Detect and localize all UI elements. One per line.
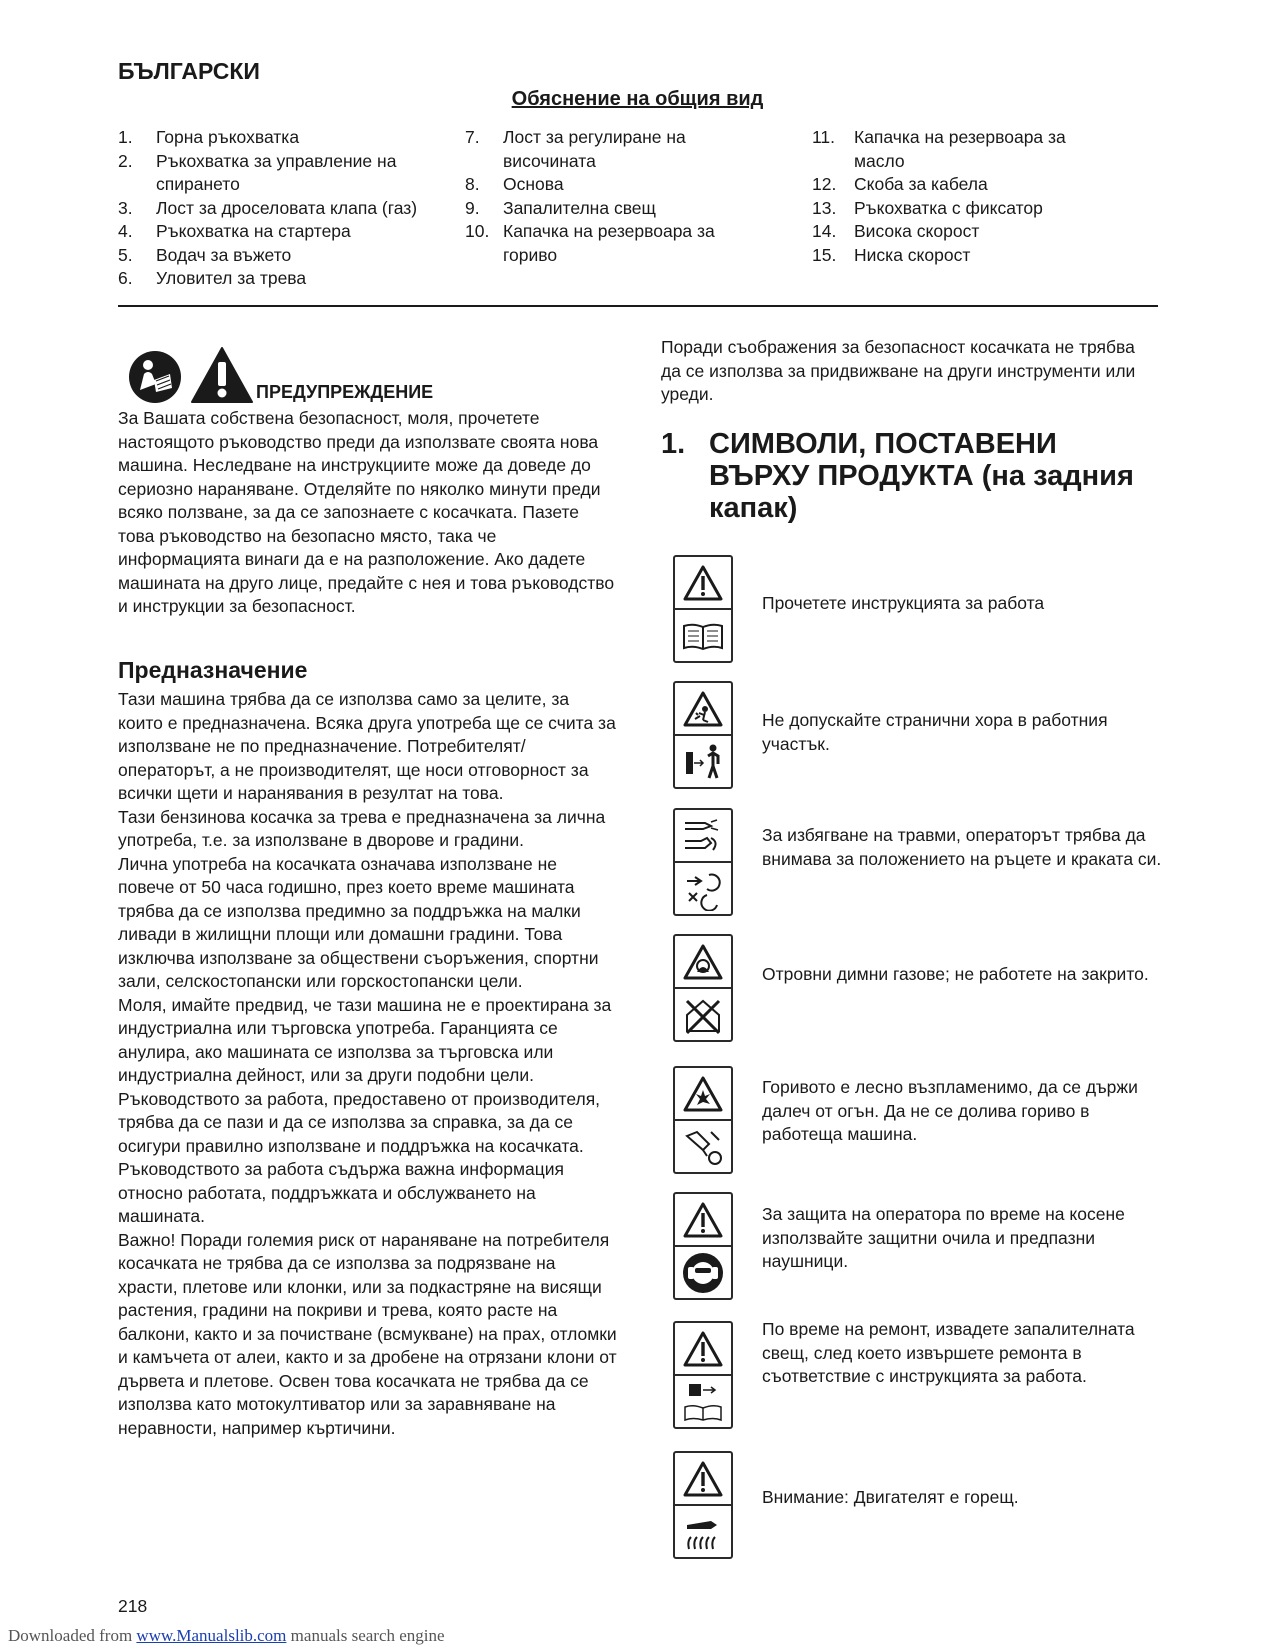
- warning-triangle-icon: [675, 1453, 731, 1506]
- open-book-icon: [675, 610, 731, 661]
- symbol-description: Горивото е лесно възпламенимо, да се държи далеч от огън. Да не се долива гориво в работеща машина.: [762, 1077, 1138, 1144]
- no-refuel-running-icon: [675, 1121, 731, 1172]
- legend-column-2: [465, 126, 765, 267]
- paragraph: Лична употреба на косачката означава използване не повече от 50 часа годишно, през което време машината трябва да се използва предимно за поддръжка на малки ливади в жилищни площи или домашни градини. Това изключва използване за обществени съоръжения, спортни зали, селскостопански или горскостопански цели.: [118, 853, 599, 991]
- chapter-number: 1.: [661, 428, 686, 460]
- symbol-pictogram: [673, 1321, 733, 1429]
- legend-item: 14. Висока скорост: [812, 221, 980, 241]
- warning-triangle-icon: [190, 346, 254, 409]
- hand-foot-cut-icon: [675, 810, 731, 863]
- symbol-pictogram: [673, 681, 733, 789]
- legend-item: 8. Основа: [465, 174, 564, 194]
- thrown-object-hazard-icon: [675, 683, 731, 736]
- page-number: 218: [118, 1596, 148, 1616]
- warning-triangle-icon: [675, 1194, 731, 1247]
- warning-icons: [128, 346, 254, 409]
- warning-triangle-icon: [675, 557, 731, 610]
- legend-item: 5. Водач за въжето: [118, 244, 292, 265]
- paragraph: Моля, имайте предвид, че тази машина не е проектирана за индустриална или търговска употреба. Гаранцията се анулира, ако машината се използва за търговска или индустриална дейност, или за други подобни цели.: [118, 994, 612, 1085]
- paragraph: Тази машина трябва да се използва само за целите, за които е предназначена. Всяка друга употреба ще се счита за използване не по предназначение. Потребителят/операторът, а не производителят, ще носи отговорност за всички щети и наранявания в резултат на това.: [118, 689, 616, 803]
- paragraph: Ръководството за работа, предоставено от производителя, трябва да се пази и да се използва за справка, за да се осигури правилно използване и поддръжка на косачката. Ръководството за работа съдържа важна информация относно работата, поддръжката и обслужването на машината.: [118, 1088, 601, 1226]
- purpose-text: [118, 688, 618, 1440]
- legend-item: 12. Скоба за кабела: [812, 174, 988, 194]
- hot-surface-icon: [675, 1506, 731, 1557]
- chapter-heading: [661, 428, 1161, 524]
- read-manual-icon: [128, 350, 182, 409]
- legend-title: Обяснение на общия вид: [511, 88, 764, 110]
- symbol-pictogram: [673, 555, 733, 663]
- legend-item: 1. Горна ръкохватка: [118, 127, 300, 147]
- download-footer: Downloaded from www.Manualslib.com manuals search engine: [8, 1626, 445, 1645]
- ear-eye-protection-icon: [675, 1247, 731, 1298]
- section-divider: [118, 305, 1158, 307]
- symbol-description: Отровни димни газове; не работете на закрито.: [762, 964, 1149, 984]
- legend-item: 13. Ръкохватка с фиксатор: [812, 197, 1043, 218]
- symbol-description: По време на ремонт, извадете запалителната свещ, след което извършете ремонта в съответствие с инструкцията за работа.: [762, 1319, 1135, 1386]
- safety-intro-text: Поради съображения за безопасност косачката не трябва да се използва за придвижване на други инструменти или уреди.: [661, 337, 1136, 404]
- no-indoor-use-icon: [675, 989, 731, 1040]
- paragraph: Тази бензинова косачка за трева е предназначена за лична употреба, т.е. за използване в дворове и градини.: [118, 806, 606, 850]
- remove-spark-plug-icon: [675, 1376, 731, 1427]
- legend-item: 7. Лост за регулиране на височината: [465, 127, 686, 171]
- legend-item: 10. Капачка на резервоара за гориво: [465, 221, 715, 265]
- chapter-title: СИМВОЛИ, ПОСТАВЕНИ ВЪРХУ ПРОДУКТА (на задния капак): [709, 428, 1134, 524]
- manualslib-link[interactable]: www.Manualslib.com: [136, 1626, 287, 1645]
- legend-column-1: [118, 126, 448, 291]
- flammable-warning-icon: [675, 1068, 731, 1121]
- symbol-pictogram: [673, 808, 733, 916]
- purpose-heading: Предназначение: [118, 657, 308, 683]
- warning-label: ПРЕДУПРЕЖДЕНИЕ: [256, 382, 434, 402]
- legend-item: 6. Уловител за трева: [118, 268, 307, 288]
- legend-item: 11. Капачка на резервоара за масло: [812, 127, 1066, 171]
- warning-triangle-icon: [675, 1323, 731, 1376]
- rotating-blade-icon: [675, 863, 731, 914]
- symbol-description: Прочетете инструкцията за работа: [762, 593, 1045, 613]
- symbol-description: За избягване на травми, операторът трябва да внимава за положението на ръцете и краката си.: [762, 825, 1162, 869]
- warning-text: За Вашата собствена безопасност, моля, прочетете настоящото ръководство преди да използвате своята нова машина. Неследване на инструкциите може да доведе до сериозно нараняване. Отделяйте по няколко минути преди всяко ползване, за да се запознаете с косачката. Пазете това ръководство на безопасно място, така че информацията винаги да е на разположение. Ако дадете машината на друго лице, предайте с нея и това ръководство и инструкции за безопасност.: [118, 408, 615, 616]
- symbol-pictogram: [673, 1451, 733, 1559]
- legend-item: 3. Лост за дроселовата клапа (газ): [118, 197, 418, 218]
- legend-item: 2. Ръкохватка за управление на спирането: [118, 150, 397, 194]
- keep-distance-icon: [675, 736, 731, 787]
- symbol-pictogram: [673, 1192, 733, 1300]
- symbol-description: За защита на оператора по време на косене използвайте защитни очила и предпазни наушници.: [762, 1204, 1125, 1271]
- symbol-description: Внимание: Двигателят е горещ.: [762, 1487, 1019, 1507]
- language-heading: БЪЛГАРСКИ: [118, 58, 260, 84]
- symbol-pictogram: [673, 1066, 733, 1174]
- paragraph: Важно! Поради големия риск от нараняване на потребителя косачката не трябва да се използва за подрязване на храсти, плетове или клонки, или за подкастряне на висящи растения, градини на покриви и трева, която расте на балкони, както и за почистване (всмукване) на прах, отломки и камъчета от алеи, както и за дробене на отрязани клони от дървета и плетове. Освен това косачката не трябва да се използва като мотокултиватор или за заравняване на неравности, например къртичини.: [118, 1229, 617, 1438]
- symbol-description: Не допускайте странични хора в работния участък.: [762, 710, 1108, 754]
- toxic-fumes-icon: [675, 936, 731, 989]
- legend-item: 15. Ниска скорост: [812, 244, 971, 265]
- legend-item: 9. Запалителна свещ: [465, 197, 656, 218]
- legend-item: 4. Ръкохватка на стартера: [118, 221, 351, 241]
- symbol-pictogram: [673, 934, 733, 1042]
- legend-column-3: [812, 126, 1112, 267]
